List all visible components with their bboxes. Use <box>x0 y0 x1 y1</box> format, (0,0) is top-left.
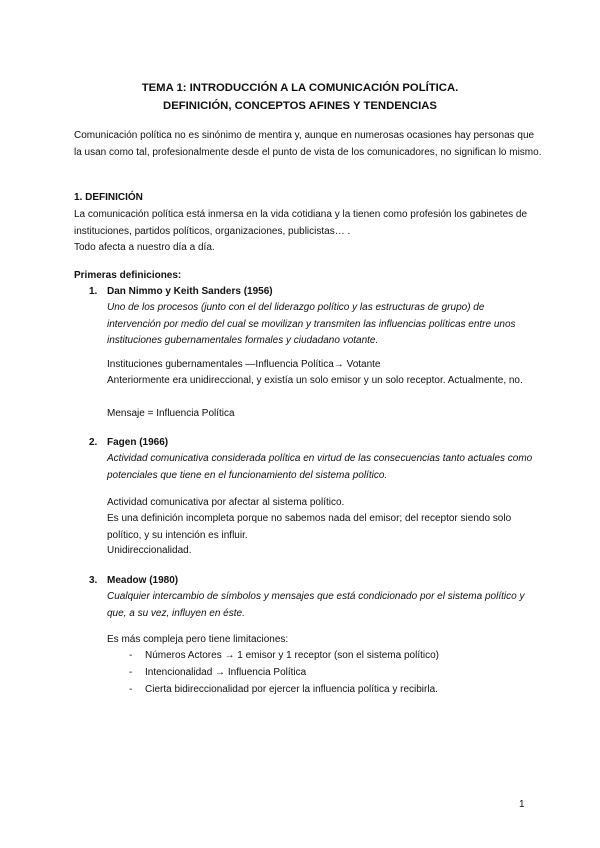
title-line-2: DEFINICIÓN, CONCEPTOS AFINES Y TENDENCIAS <box>163 100 437 112</box>
definitions-heading: Primeras definiciones: <box>74 270 182 281</box>
bullet-item: Cierta bidireccionalidad por ejercer la influencia política y recibirla. <box>145 684 438 695</box>
section-1-heading: 1. DEFINICIÓN <box>74 192 143 203</box>
definition-1-note-2: Anteriormente era unidireccional, y existía un solo emisor y un solo receptor. Actualmente, no. <box>107 375 523 386</box>
title-line-1: TEMA 1: INTRODUCCIÓN A LA COMUNICACIÓN POLÍTICA. <box>141 82 459 94</box>
definition-3-note-1: Es más compleja pero tiene limitaciones: <box>107 634 289 645</box>
definition-2-note-1: Actividad comunicativa por afectar al sistema político. <box>107 497 345 508</box>
definition-1-note-1: Instituciones gubernamentales —Influencia Política→ Votante <box>107 359 381 370</box>
bullet-marker: - <box>129 684 133 695</box>
bullet-item: Intencionalidad → Influencia Política <box>145 667 307 678</box>
bullet-item: Números Actores → 1 emisor y 1 receptor (son el sistema político) <box>145 650 439 661</box>
bullet-marker: - <box>129 650 133 661</box>
definition-2-note-3: Unidireccionalidad. <box>107 545 192 556</box>
intro-paragraph: Comunicación política no es sinónimo de mentira y, aunque en numerosas ocasiones hay personas que la usan como tal, profesionalmente desde el punto de vista de los comunicadores, no significan lo mismo. <box>74 130 542 158</box>
definition-1-author: Dan Nimmo y Keith Sanders (1956) <box>107 286 273 297</box>
definition-1-number: 1. <box>89 286 98 297</box>
bullet-marker: - <box>129 667 133 678</box>
definition-2-quote: Actividad comunicativa considerada política en virtud de las consecuencias tanto actuales como potenciales que tiene en el funcionamiento del sistema político. <box>107 453 533 481</box>
definition-1-note-3: Mensaje = Influencia Política <box>107 408 235 419</box>
document-title <box>0 79 600 115</box>
section-1-paragraph: La comunicación política está inmersa en la vida cotidiana y la tienen como profesión los gabinetes de instituciones, partidos políticos, organizaciones, publicistas… . <box>74 209 528 237</box>
definition-1-quote: Uno de los procesos (junto con el del liderazgo político y las estructuras de grupo) de intervención por medio del cual se movilizan y transmiten las influencias políticas entre unos instituciones gubernamentales formales y ciudadano votante. <box>107 302 516 347</box>
definition-3-author: Meadow (1980) <box>107 575 179 586</box>
definition-2-author: Fagen (1966) <box>107 437 169 448</box>
definition-2-number: 2. <box>89 437 98 448</box>
page-number: 1 <box>519 799 525 810</box>
definition-3-number: 3. <box>89 575 98 586</box>
definition-2-note-2: Es una definición incompleta porque no sabemos nada del emisor; del receptor siendo solo político, y su intención es influir. <box>107 513 512 541</box>
section-1-line: Todo afecta a nuestro día a día. <box>74 242 215 253</box>
definition-3-quote: Cualquier intercambio de símbolos y mensajes que está condicionado por el sistema político y que, a su vez, influyen en éste. <box>107 591 525 619</box>
